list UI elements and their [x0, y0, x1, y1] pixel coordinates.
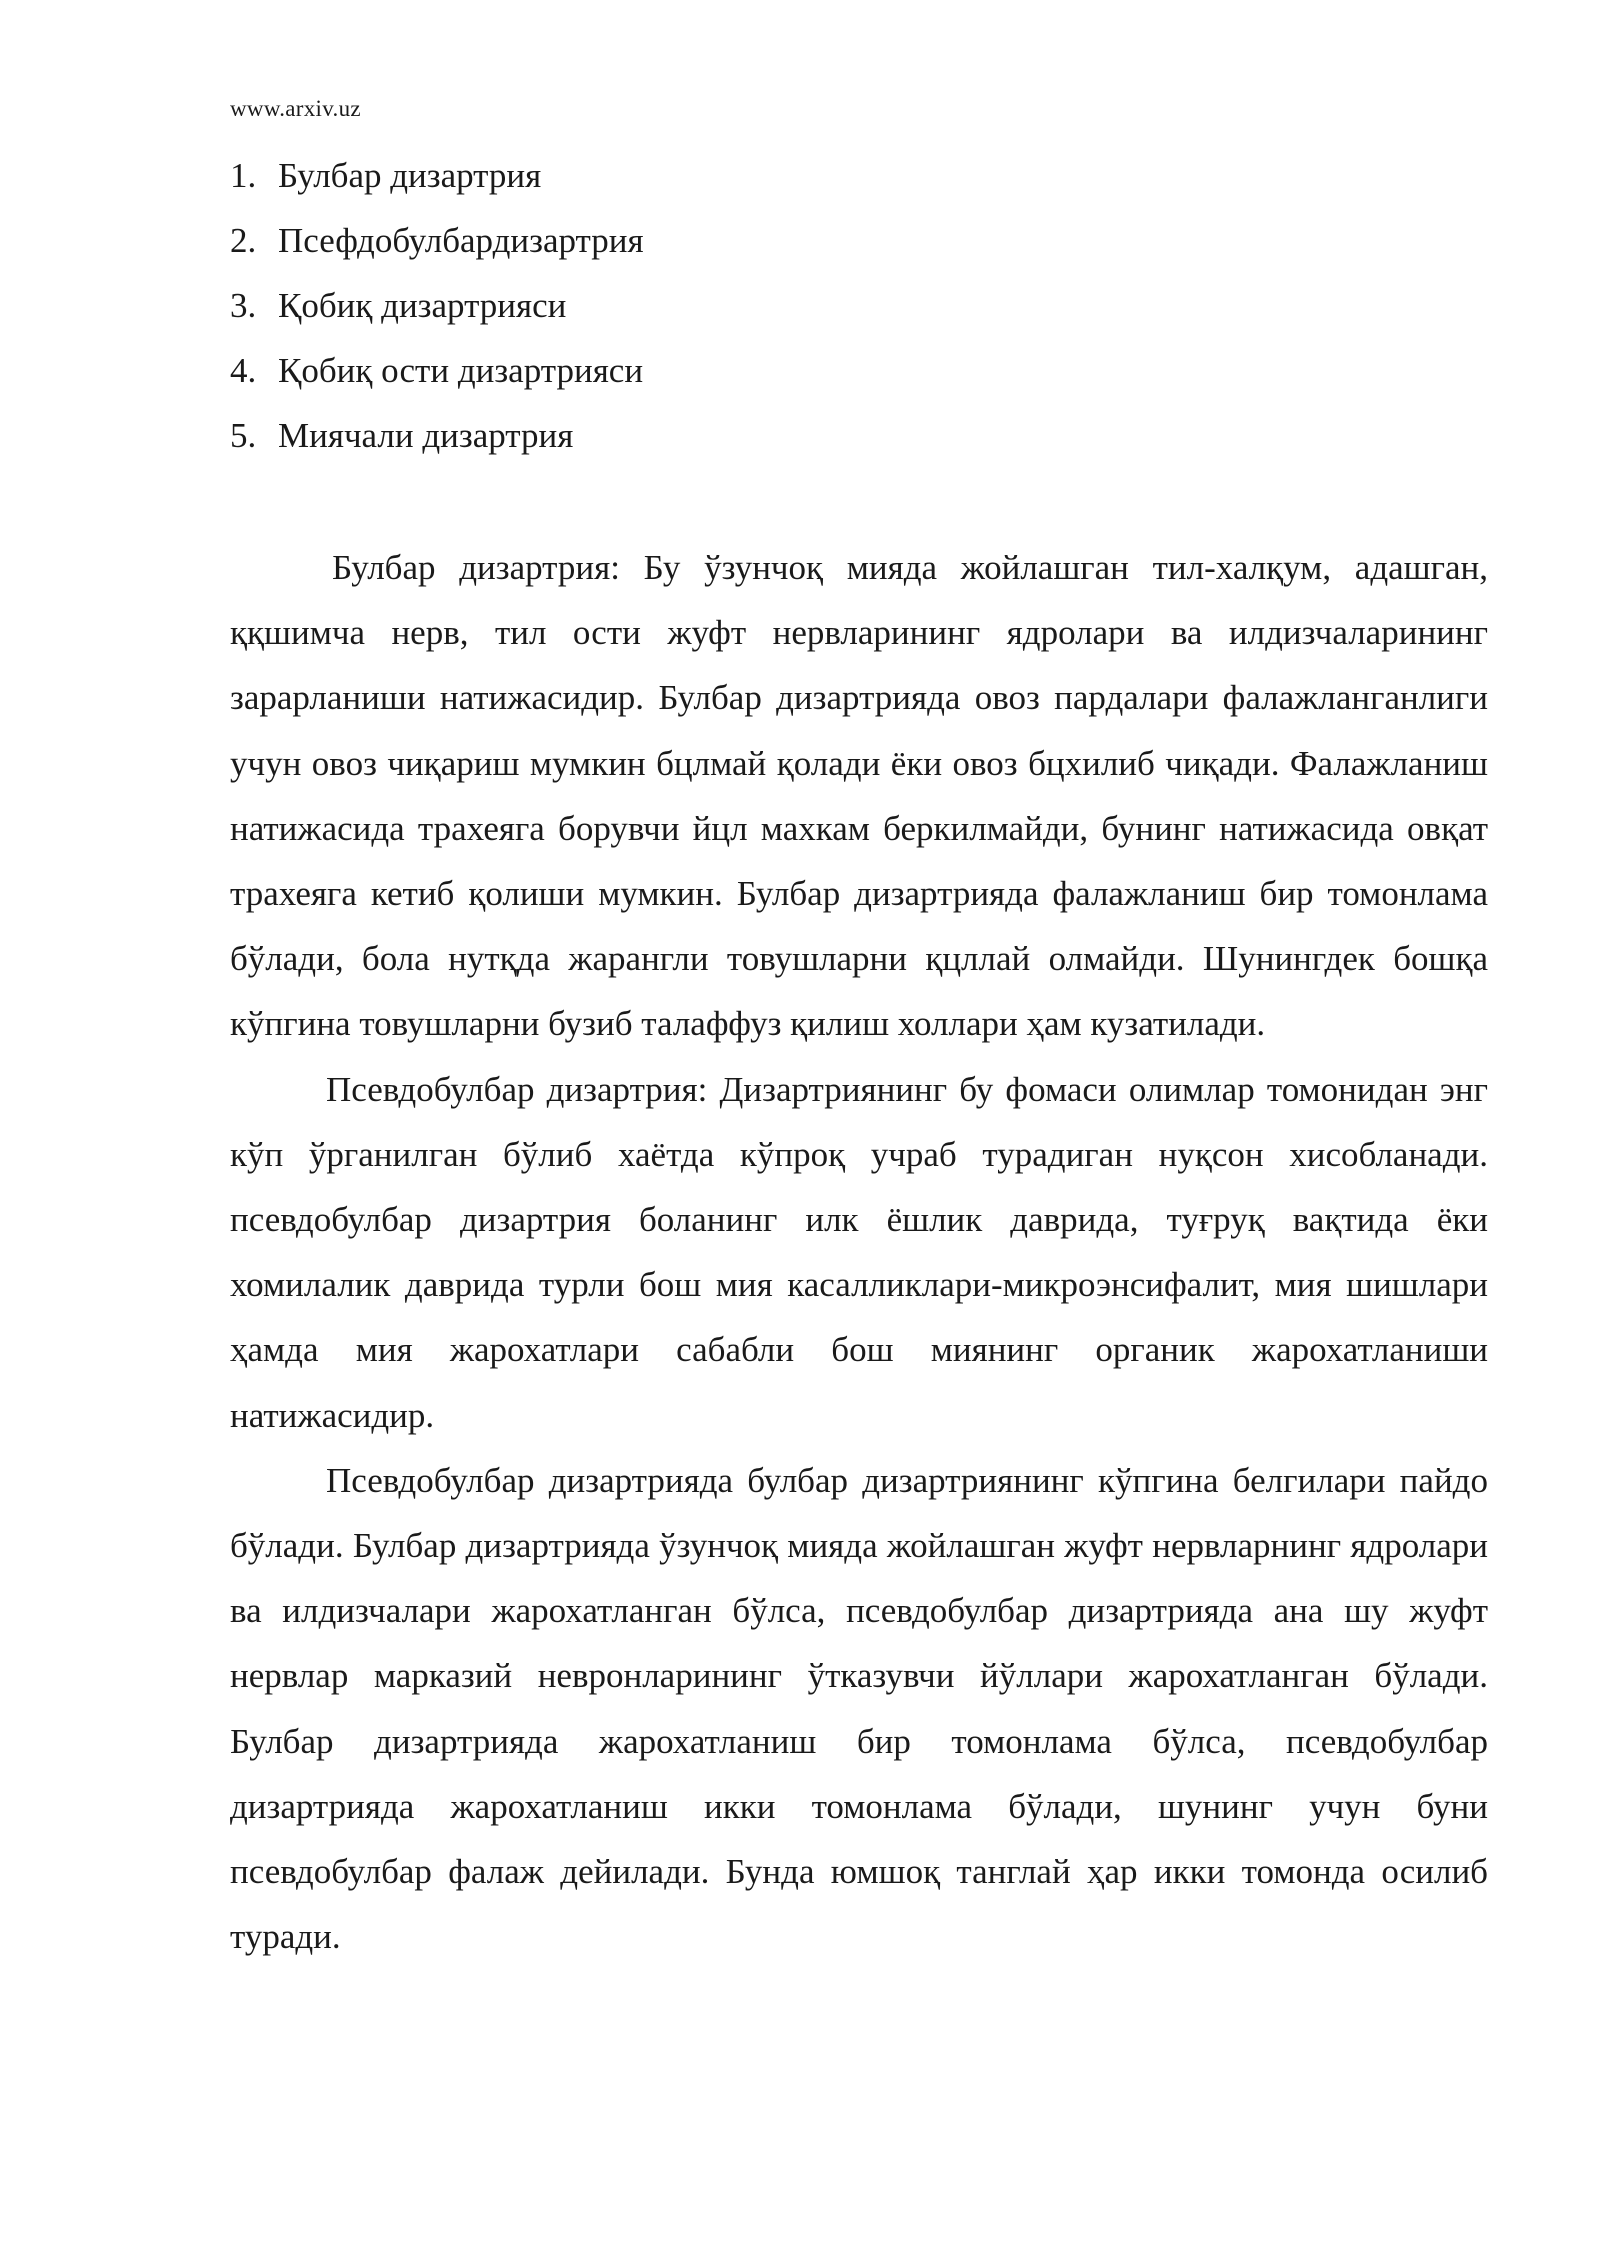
dysarthria-types-list	[230, 148, 1490, 473]
list-item-text: Псефдобулбардизартрия	[278, 221, 644, 260]
list-item-text: Булбар дизартрия	[278, 156, 542, 195]
document-body	[230, 535, 1488, 1969]
list-item-text: Қобиқ дизартрияси	[278, 286, 567, 325]
list-item-text: Миячали дизартрия	[278, 416, 574, 455]
list-item-number: 2.	[230, 221, 257, 260]
list-item	[230, 408, 1490, 473]
paragraph-pseudobulbar-signs: Псевдобулбар дизартрияда булбар дизартриянинг кўпгина белгилари пайдо бўлади. Булбар дизартрияда ўзунчоқ мияда жойлашган жуфт нервларнинг ядролари ва илдизчалари жарохатланган бўлса, псевдобулбар дизартрияда ана шу жуфт нервлар марказий невронларининг ўтказувчи йўллари жарохатланган бўлади. Булбар дизартрияда жарохатланиш бир томонлама бўлса, псевдобулбар дизартрияда жарохатланиш икки томонлама бўлади, шунинг учун буни псевдобулбар фалаж дейилади. Бунда юмшоқ танглай ҳар икки томонда осилиб туради.	[230, 1460, 1488, 1957]
list-item-number: 3.	[230, 286, 257, 325]
list-item	[230, 278, 1490, 343]
paragraph-pseudobulbar: Псевдобулбар дизартрия: Дизартриянинг бу фомаси олимлар томонидан энг кўп ўрганилган бўлиб хаётда кўпроқ учраб турадиган нуқсон хисобланади. псевдобулбар дизартрия боланинг илк ёшлик даврида, туғруқ вақтида ёки хомилалик даврида турли бош мия касалликлари-микроэнсифалит, мия шишлари ҳамда мия жарохатлари сабабли бош миянинг органик жарохатланиши натижасидир.	[230, 1069, 1488, 1435]
list-item-text: Қобиқ ости дизартрияси	[278, 351, 644, 390]
list-item	[230, 213, 1490, 278]
list-item-number: 4.	[230, 351, 257, 390]
list-item	[230, 148, 1490, 213]
list-item	[230, 343, 1490, 408]
site-header: www.arxiv.uz	[230, 96, 361, 121]
list-item-number: 5.	[230, 416, 257, 455]
list-item-number: 1.	[230, 156, 257, 195]
paragraph-bulbar: Булбар дизартрия: Бу ўзунчоқ мияда жойлашган тил-халқум, адашган, ққшимча нерв, тил ости жуфт нервларининг ядролари ва илдизчаларининг зарарланиши натижасидир. Булбар дизартрияда овоз пардалари фалажланганлиги учун овоз чиқариш мумкин бцлмай қолади ёки овоз бцхилиб чиқади. Фалажланиш натижасида трахеяга борувчи йцл махкам беркилмайди, бунинг натижасида овқат трахеяга кетиб қолиши мумкин. Булбар дизартрияда фалажланиш бир томонлама бўлади, бола нутқда жарангли товушларни қцллай олмайди. Шунингдек бошқа кўпгина товушларни бузиб талаффуз қилиш холлари ҳам кузатилади.	[230, 548, 1488, 1044]
